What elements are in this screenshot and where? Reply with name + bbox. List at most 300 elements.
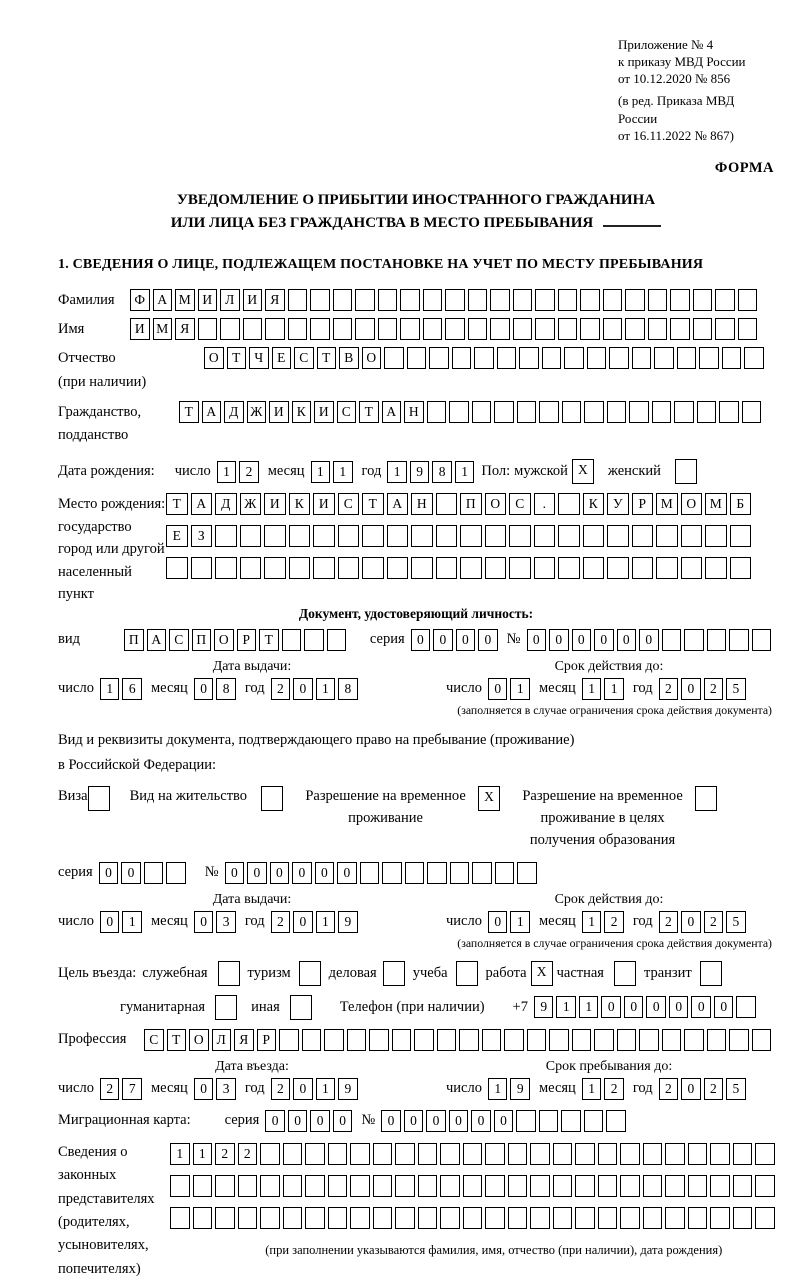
- char-box[interactable]: [594, 1029, 614, 1051]
- char-box[interactable]: [575, 1207, 595, 1229]
- char-box[interactable]: [360, 862, 380, 884]
- char-box[interactable]: [279, 1029, 299, 1051]
- char-box[interactable]: [305, 1207, 325, 1229]
- char-box[interactable]: У: [607, 493, 629, 515]
- char-box[interactable]: 2: [659, 1078, 679, 1100]
- char-box[interactable]: [705, 557, 727, 579]
- business-trip-checkbox[interactable]: [218, 961, 240, 986]
- char-box[interactable]: Б: [730, 493, 752, 515]
- char-box[interactable]: [755, 1175, 775, 1197]
- char-box[interactable]: [362, 557, 384, 579]
- char-box[interactable]: [752, 629, 772, 651]
- char-box[interactable]: 0: [601, 996, 621, 1018]
- char-box[interactable]: [350, 1207, 370, 1229]
- char-box[interactable]: [752, 1029, 772, 1051]
- char-box[interactable]: Т: [179, 401, 199, 423]
- char-box[interactable]: [347, 1029, 367, 1051]
- char-box[interactable]: [445, 318, 465, 340]
- char-box[interactable]: К: [292, 401, 312, 423]
- char-box[interactable]: 2: [215, 1143, 235, 1165]
- char-box[interactable]: [688, 1207, 708, 1229]
- char-box[interactable]: И: [198, 289, 218, 311]
- char-box[interactable]: [264, 557, 286, 579]
- char-box[interactable]: [362, 525, 384, 547]
- char-box[interactable]: [289, 525, 311, 547]
- char-box[interactable]: [220, 318, 240, 340]
- char-box[interactable]: Е: [272, 347, 292, 369]
- char-box[interactable]: [88, 786, 110, 811]
- char-box[interactable]: [468, 318, 488, 340]
- char-box[interactable]: [338, 557, 360, 579]
- char-box[interactable]: [553, 1143, 573, 1165]
- char-box[interactable]: [534, 557, 556, 579]
- char-box[interactable]: [238, 1175, 258, 1197]
- char-box[interactable]: [304, 629, 324, 651]
- char-box[interactable]: [436, 493, 458, 515]
- char-box[interactable]: 0: [646, 996, 666, 1018]
- char-box[interactable]: П: [460, 493, 482, 515]
- char-box[interactable]: [697, 401, 717, 423]
- char-box[interactable]: [485, 1143, 505, 1165]
- char-box[interactable]: [534, 525, 556, 547]
- char-box[interactable]: [707, 1029, 727, 1051]
- char-box[interactable]: [440, 1207, 460, 1229]
- char-box[interactable]: [472, 862, 492, 884]
- char-box[interactable]: 1: [455, 461, 475, 483]
- char-box[interactable]: Я: [234, 1029, 254, 1051]
- business-checkbox[interactable]: [383, 961, 405, 986]
- char-box[interactable]: [449, 401, 469, 423]
- char-box[interactable]: [436, 525, 458, 547]
- char-box[interactable]: [427, 401, 447, 423]
- char-box[interactable]: [688, 1175, 708, 1197]
- char-box[interactable]: А: [387, 493, 409, 515]
- char-box[interactable]: [710, 1175, 730, 1197]
- char-box[interactable]: М: [656, 493, 678, 515]
- char-box[interactable]: [710, 1143, 730, 1165]
- char-box[interactable]: 0: [292, 862, 312, 884]
- char-box[interactable]: [485, 1207, 505, 1229]
- char-box[interactable]: [715, 289, 735, 311]
- char-box[interactable]: Р: [237, 629, 257, 651]
- char-box[interactable]: 0: [315, 862, 335, 884]
- char-box[interactable]: И: [314, 401, 334, 423]
- char-box[interactable]: [170, 1175, 190, 1197]
- char-box[interactable]: [575, 1143, 595, 1165]
- char-box[interactable]: 0: [293, 911, 313, 933]
- char-box[interactable]: 6: [122, 678, 142, 700]
- char-box[interactable]: [625, 289, 645, 311]
- char-box[interactable]: Е: [166, 525, 188, 547]
- char-box[interactable]: 0: [494, 1110, 514, 1132]
- char-box[interactable]: [755, 1207, 775, 1229]
- phone-boxes[interactable]: [534, 996, 759, 1018]
- char-box[interactable]: [535, 289, 555, 311]
- char-box[interactable]: [459, 1029, 479, 1051]
- char-box[interactable]: [513, 318, 533, 340]
- char-box[interactable]: [609, 347, 629, 369]
- char-box[interactable]: [193, 1175, 213, 1197]
- char-box[interactable]: 1: [387, 461, 407, 483]
- char-box[interactable]: [693, 289, 713, 311]
- char-box[interactable]: [198, 318, 218, 340]
- char-box[interactable]: [166, 862, 186, 884]
- char-box[interactable]: 2: [604, 1078, 624, 1100]
- char-box[interactable]: [289, 557, 311, 579]
- char-box[interactable]: 2: [659, 911, 679, 933]
- char-box[interactable]: И: [243, 289, 263, 311]
- work-checkbox[interactable]: [531, 961, 553, 986]
- char-box[interactable]: Т: [317, 347, 337, 369]
- char-box[interactable]: 1: [316, 678, 336, 700]
- char-box[interactable]: [338, 525, 360, 547]
- char-box[interactable]: О: [681, 493, 703, 515]
- char-box[interactable]: Н: [411, 493, 433, 515]
- char-box[interactable]: [652, 401, 672, 423]
- char-box[interactable]: [333, 318, 353, 340]
- char-box[interactable]: [373, 1143, 393, 1165]
- char-box[interactable]: [603, 289, 623, 311]
- char-box[interactable]: [632, 525, 654, 547]
- char-box[interactable]: [681, 525, 703, 547]
- char-box[interactable]: [411, 525, 433, 547]
- char-box[interactable]: Т: [227, 347, 247, 369]
- char-box[interactable]: [387, 557, 409, 579]
- char-box[interactable]: [382, 862, 402, 884]
- char-box[interactable]: [648, 289, 668, 311]
- char-box[interactable]: [400, 318, 420, 340]
- char-box[interactable]: [373, 1175, 393, 1197]
- char-box[interactable]: 5: [726, 911, 746, 933]
- char-box[interactable]: 1: [556, 996, 576, 1018]
- char-box[interactable]: 2: [238, 1143, 258, 1165]
- char-box[interactable]: Ч: [249, 347, 269, 369]
- char-box[interactable]: [418, 1207, 438, 1229]
- char-box[interactable]: Р: [257, 1029, 277, 1051]
- char-box[interactable]: [327, 629, 347, 651]
- char-box[interactable]: А: [153, 289, 173, 311]
- char-box[interactable]: [299, 961, 321, 986]
- char-box[interactable]: [383, 961, 405, 986]
- char-box[interactable]: [549, 1029, 569, 1051]
- char-box[interactable]: И: [313, 493, 335, 515]
- char-box[interactable]: 1: [604, 678, 624, 700]
- char-box[interactable]: 1: [510, 678, 530, 700]
- char-box[interactable]: [355, 289, 375, 311]
- char-box[interactable]: 1: [582, 911, 602, 933]
- char-box[interactable]: [378, 318, 398, 340]
- male-checkbox[interactable]: [572, 459, 594, 484]
- char-box[interactable]: 1: [579, 996, 599, 1018]
- char-box[interactable]: [738, 318, 758, 340]
- char-box[interactable]: [620, 1175, 640, 1197]
- char-box[interactable]: [497, 347, 517, 369]
- char-box[interactable]: О: [362, 347, 382, 369]
- char-box[interactable]: [695, 786, 717, 811]
- char-box[interactable]: А: [202, 401, 222, 423]
- char-box[interactable]: 0: [471, 1110, 491, 1132]
- char-box[interactable]: [730, 557, 752, 579]
- char-box[interactable]: [629, 401, 649, 423]
- char-box[interactable]: [639, 1029, 659, 1051]
- char-box[interactable]: [474, 347, 494, 369]
- char-box[interactable]: 0: [194, 911, 214, 933]
- char-box[interactable]: [423, 318, 443, 340]
- char-box[interactable]: 0: [426, 1110, 446, 1132]
- female-checkbox[interactable]: [675, 459, 697, 484]
- char-box[interactable]: Ф: [130, 289, 150, 311]
- char-box[interactable]: 0: [624, 996, 644, 1018]
- char-box[interactable]: Я: [175, 318, 195, 340]
- char-box[interactable]: [665, 1175, 685, 1197]
- char-box[interactable]: [517, 401, 537, 423]
- char-box[interactable]: [485, 557, 507, 579]
- char-box[interactable]: 8: [338, 678, 358, 700]
- char-box[interactable]: [654, 347, 674, 369]
- char-box[interactable]: [643, 1207, 663, 1229]
- char-box[interactable]: [508, 1143, 528, 1165]
- char-box[interactable]: 1: [488, 1078, 508, 1100]
- char-box[interactable]: [302, 1029, 322, 1051]
- char-box[interactable]: [606, 1110, 626, 1132]
- char-box[interactable]: [437, 1029, 457, 1051]
- char-box[interactable]: [535, 318, 555, 340]
- char-box[interactable]: [495, 862, 515, 884]
- char-box[interactable]: [463, 1207, 483, 1229]
- char-box[interactable]: П: [192, 629, 212, 651]
- char-box[interactable]: С: [144, 1029, 164, 1051]
- char-box[interactable]: [665, 1207, 685, 1229]
- char-box[interactable]: [355, 318, 375, 340]
- char-box[interactable]: [490, 318, 510, 340]
- char-box[interactable]: О: [485, 493, 507, 515]
- char-box[interactable]: [373, 1207, 393, 1229]
- char-box[interactable]: [643, 1175, 663, 1197]
- char-box[interactable]: С: [169, 629, 189, 651]
- char-box[interactable]: [632, 347, 652, 369]
- char-box[interactable]: [260, 1207, 280, 1229]
- char-box[interactable]: [494, 401, 514, 423]
- char-box[interactable]: 0: [617, 629, 637, 651]
- char-box[interactable]: X: [531, 961, 553, 986]
- char-box[interactable]: [468, 289, 488, 311]
- char-box[interactable]: 1: [582, 1078, 602, 1100]
- char-box[interactable]: [324, 1029, 344, 1051]
- char-box[interactable]: [265, 318, 285, 340]
- char-box[interactable]: 0: [337, 862, 357, 884]
- char-box[interactable]: А: [191, 493, 213, 515]
- char-box[interactable]: [665, 1143, 685, 1165]
- temp-residence-checkbox[interactable]: [478, 786, 500, 811]
- char-box[interactable]: Д: [215, 493, 237, 515]
- char-box[interactable]: Т: [359, 401, 379, 423]
- char-box[interactable]: [405, 862, 425, 884]
- char-box[interactable]: [504, 1029, 524, 1051]
- char-box[interactable]: 0: [293, 678, 313, 700]
- char-box[interactable]: 0: [194, 1078, 214, 1100]
- char-box[interactable]: [572, 1029, 592, 1051]
- char-box[interactable]: П: [124, 629, 144, 651]
- char-box[interactable]: [517, 862, 537, 884]
- char-box[interactable]: [411, 557, 433, 579]
- char-box[interactable]: 9: [410, 461, 430, 483]
- char-box[interactable]: [310, 318, 330, 340]
- char-box[interactable]: 0: [669, 996, 689, 1018]
- char-box[interactable]: [384, 347, 404, 369]
- char-box[interactable]: 0: [488, 678, 508, 700]
- char-box[interactable]: 0: [639, 629, 659, 651]
- char-box[interactable]: 0: [449, 1110, 469, 1132]
- char-box[interactable]: И: [264, 493, 286, 515]
- char-box[interactable]: 2: [271, 911, 291, 933]
- char-box[interactable]: Т: [166, 493, 188, 515]
- char-box[interactable]: [583, 525, 605, 547]
- char-box[interactable]: 9: [338, 1078, 358, 1100]
- char-box[interactable]: [587, 347, 607, 369]
- char-box[interactable]: О: [214, 629, 234, 651]
- char-box[interactable]: 1: [311, 461, 331, 483]
- char-box[interactable]: Н: [404, 401, 424, 423]
- char-box[interactable]: Т: [167, 1029, 187, 1051]
- char-box[interactable]: 1: [316, 1078, 336, 1100]
- char-box[interactable]: 0: [478, 629, 498, 651]
- char-box[interactable]: 2: [100, 1078, 120, 1100]
- char-box[interactable]: 0: [270, 862, 290, 884]
- char-box[interactable]: [527, 1029, 547, 1051]
- char-box[interactable]: [387, 525, 409, 547]
- char-box[interactable]: [707, 629, 727, 651]
- char-box[interactable]: [260, 1175, 280, 1197]
- char-box[interactable]: [562, 401, 582, 423]
- char-box[interactable]: [450, 862, 470, 884]
- char-box[interactable]: [313, 525, 335, 547]
- char-box[interactable]: 0: [265, 1110, 285, 1132]
- char-box[interactable]: [440, 1175, 460, 1197]
- humanitarian-checkbox[interactable]: [215, 995, 237, 1020]
- char-box[interactable]: 0: [433, 629, 453, 651]
- char-box[interactable]: [395, 1143, 415, 1165]
- char-box[interactable]: [400, 289, 420, 311]
- char-box[interactable]: [722, 347, 742, 369]
- char-box[interactable]: [558, 557, 580, 579]
- char-box[interactable]: [305, 1143, 325, 1165]
- char-box[interactable]: [670, 318, 690, 340]
- visa-checkbox[interactable]: [88, 786, 110, 811]
- char-box[interactable]: 1: [170, 1143, 190, 1165]
- char-box[interactable]: [643, 1143, 663, 1165]
- char-box[interactable]: [733, 1143, 753, 1165]
- char-box[interactable]: 0: [456, 629, 476, 651]
- char-box[interactable]: [261, 786, 283, 811]
- char-box[interactable]: 0: [681, 678, 701, 700]
- residence-permit-checkbox[interactable]: [261, 786, 283, 811]
- char-box[interactable]: [675, 459, 697, 484]
- char-box[interactable]: [215, 525, 237, 547]
- char-box[interactable]: [369, 1029, 389, 1051]
- char-box[interactable]: 0: [333, 1110, 353, 1132]
- char-box[interactable]: 0: [288, 1110, 308, 1132]
- char-box[interactable]: [662, 629, 682, 651]
- char-box[interactable]: [705, 525, 727, 547]
- char-box[interactable]: [620, 1143, 640, 1165]
- char-box[interactable]: [283, 1175, 303, 1197]
- char-box[interactable]: [553, 1207, 573, 1229]
- char-box[interactable]: 1: [316, 911, 336, 933]
- char-box[interactable]: 0: [100, 911, 120, 933]
- char-box[interactable]: [328, 1143, 348, 1165]
- char-box[interactable]: [584, 401, 604, 423]
- char-box[interactable]: [166, 557, 188, 579]
- char-box[interactable]: [693, 318, 713, 340]
- char-box[interactable]: [607, 557, 629, 579]
- char-box[interactable]: [282, 629, 302, 651]
- char-box[interactable]: [463, 1143, 483, 1165]
- char-box[interactable]: [539, 1110, 559, 1132]
- char-box[interactable]: 2: [704, 678, 724, 700]
- char-box[interactable]: [553, 1175, 573, 1197]
- char-box[interactable]: [436, 557, 458, 579]
- char-box[interactable]: 0: [681, 1078, 701, 1100]
- char-box[interactable]: [733, 1207, 753, 1229]
- char-box[interactable]: Ж: [240, 493, 262, 515]
- char-box[interactable]: М: [175, 289, 195, 311]
- char-box[interactable]: 3: [216, 911, 236, 933]
- char-box[interactable]: [472, 401, 492, 423]
- char-box[interactable]: [730, 525, 752, 547]
- other-purpose-checkbox[interactable]: [290, 995, 312, 1020]
- char-box[interactable]: [710, 1207, 730, 1229]
- char-box[interactable]: [598, 1207, 618, 1229]
- char-box[interactable]: [310, 289, 330, 311]
- char-box[interactable]: 0: [572, 629, 592, 651]
- char-box[interactable]: Д: [224, 401, 244, 423]
- char-box[interactable]: С: [509, 493, 531, 515]
- char-box[interactable]: [674, 401, 694, 423]
- char-box[interactable]: [392, 1029, 412, 1051]
- char-box[interactable]: [558, 493, 580, 515]
- char-box[interactable]: [513, 289, 533, 311]
- char-box[interactable]: 0: [225, 862, 245, 884]
- char-box[interactable]: 0: [247, 862, 267, 884]
- char-box[interactable]: [607, 525, 629, 547]
- char-box[interactable]: [558, 318, 578, 340]
- char-box[interactable]: [508, 1207, 528, 1229]
- char-box[interactable]: [539, 401, 559, 423]
- char-box[interactable]: [558, 289, 578, 311]
- char-box[interactable]: С: [338, 493, 360, 515]
- char-box[interactable]: [490, 289, 510, 311]
- char-box[interactable]: [742, 401, 762, 423]
- char-box[interactable]: [144, 862, 164, 884]
- char-box[interactable]: [620, 1207, 640, 1229]
- char-box[interactable]: К: [583, 493, 605, 515]
- char-box[interactable]: Р: [632, 493, 654, 515]
- char-box[interactable]: М: [705, 493, 727, 515]
- char-box[interactable]: [288, 289, 308, 311]
- char-box[interactable]: [580, 289, 600, 311]
- char-box[interactable]: 0: [681, 911, 701, 933]
- char-box[interactable]: .: [534, 493, 556, 515]
- char-box[interactable]: [684, 1029, 704, 1051]
- char-box[interactable]: [509, 525, 531, 547]
- char-box[interactable]: [662, 1029, 682, 1051]
- char-box[interactable]: 0: [310, 1110, 330, 1132]
- temp-residence-edu-checkbox[interactable]: [695, 786, 717, 811]
- char-box[interactable]: М: [153, 318, 173, 340]
- char-box[interactable]: [530, 1143, 550, 1165]
- char-box[interactable]: [350, 1143, 370, 1165]
- char-box[interactable]: 0: [714, 996, 734, 1018]
